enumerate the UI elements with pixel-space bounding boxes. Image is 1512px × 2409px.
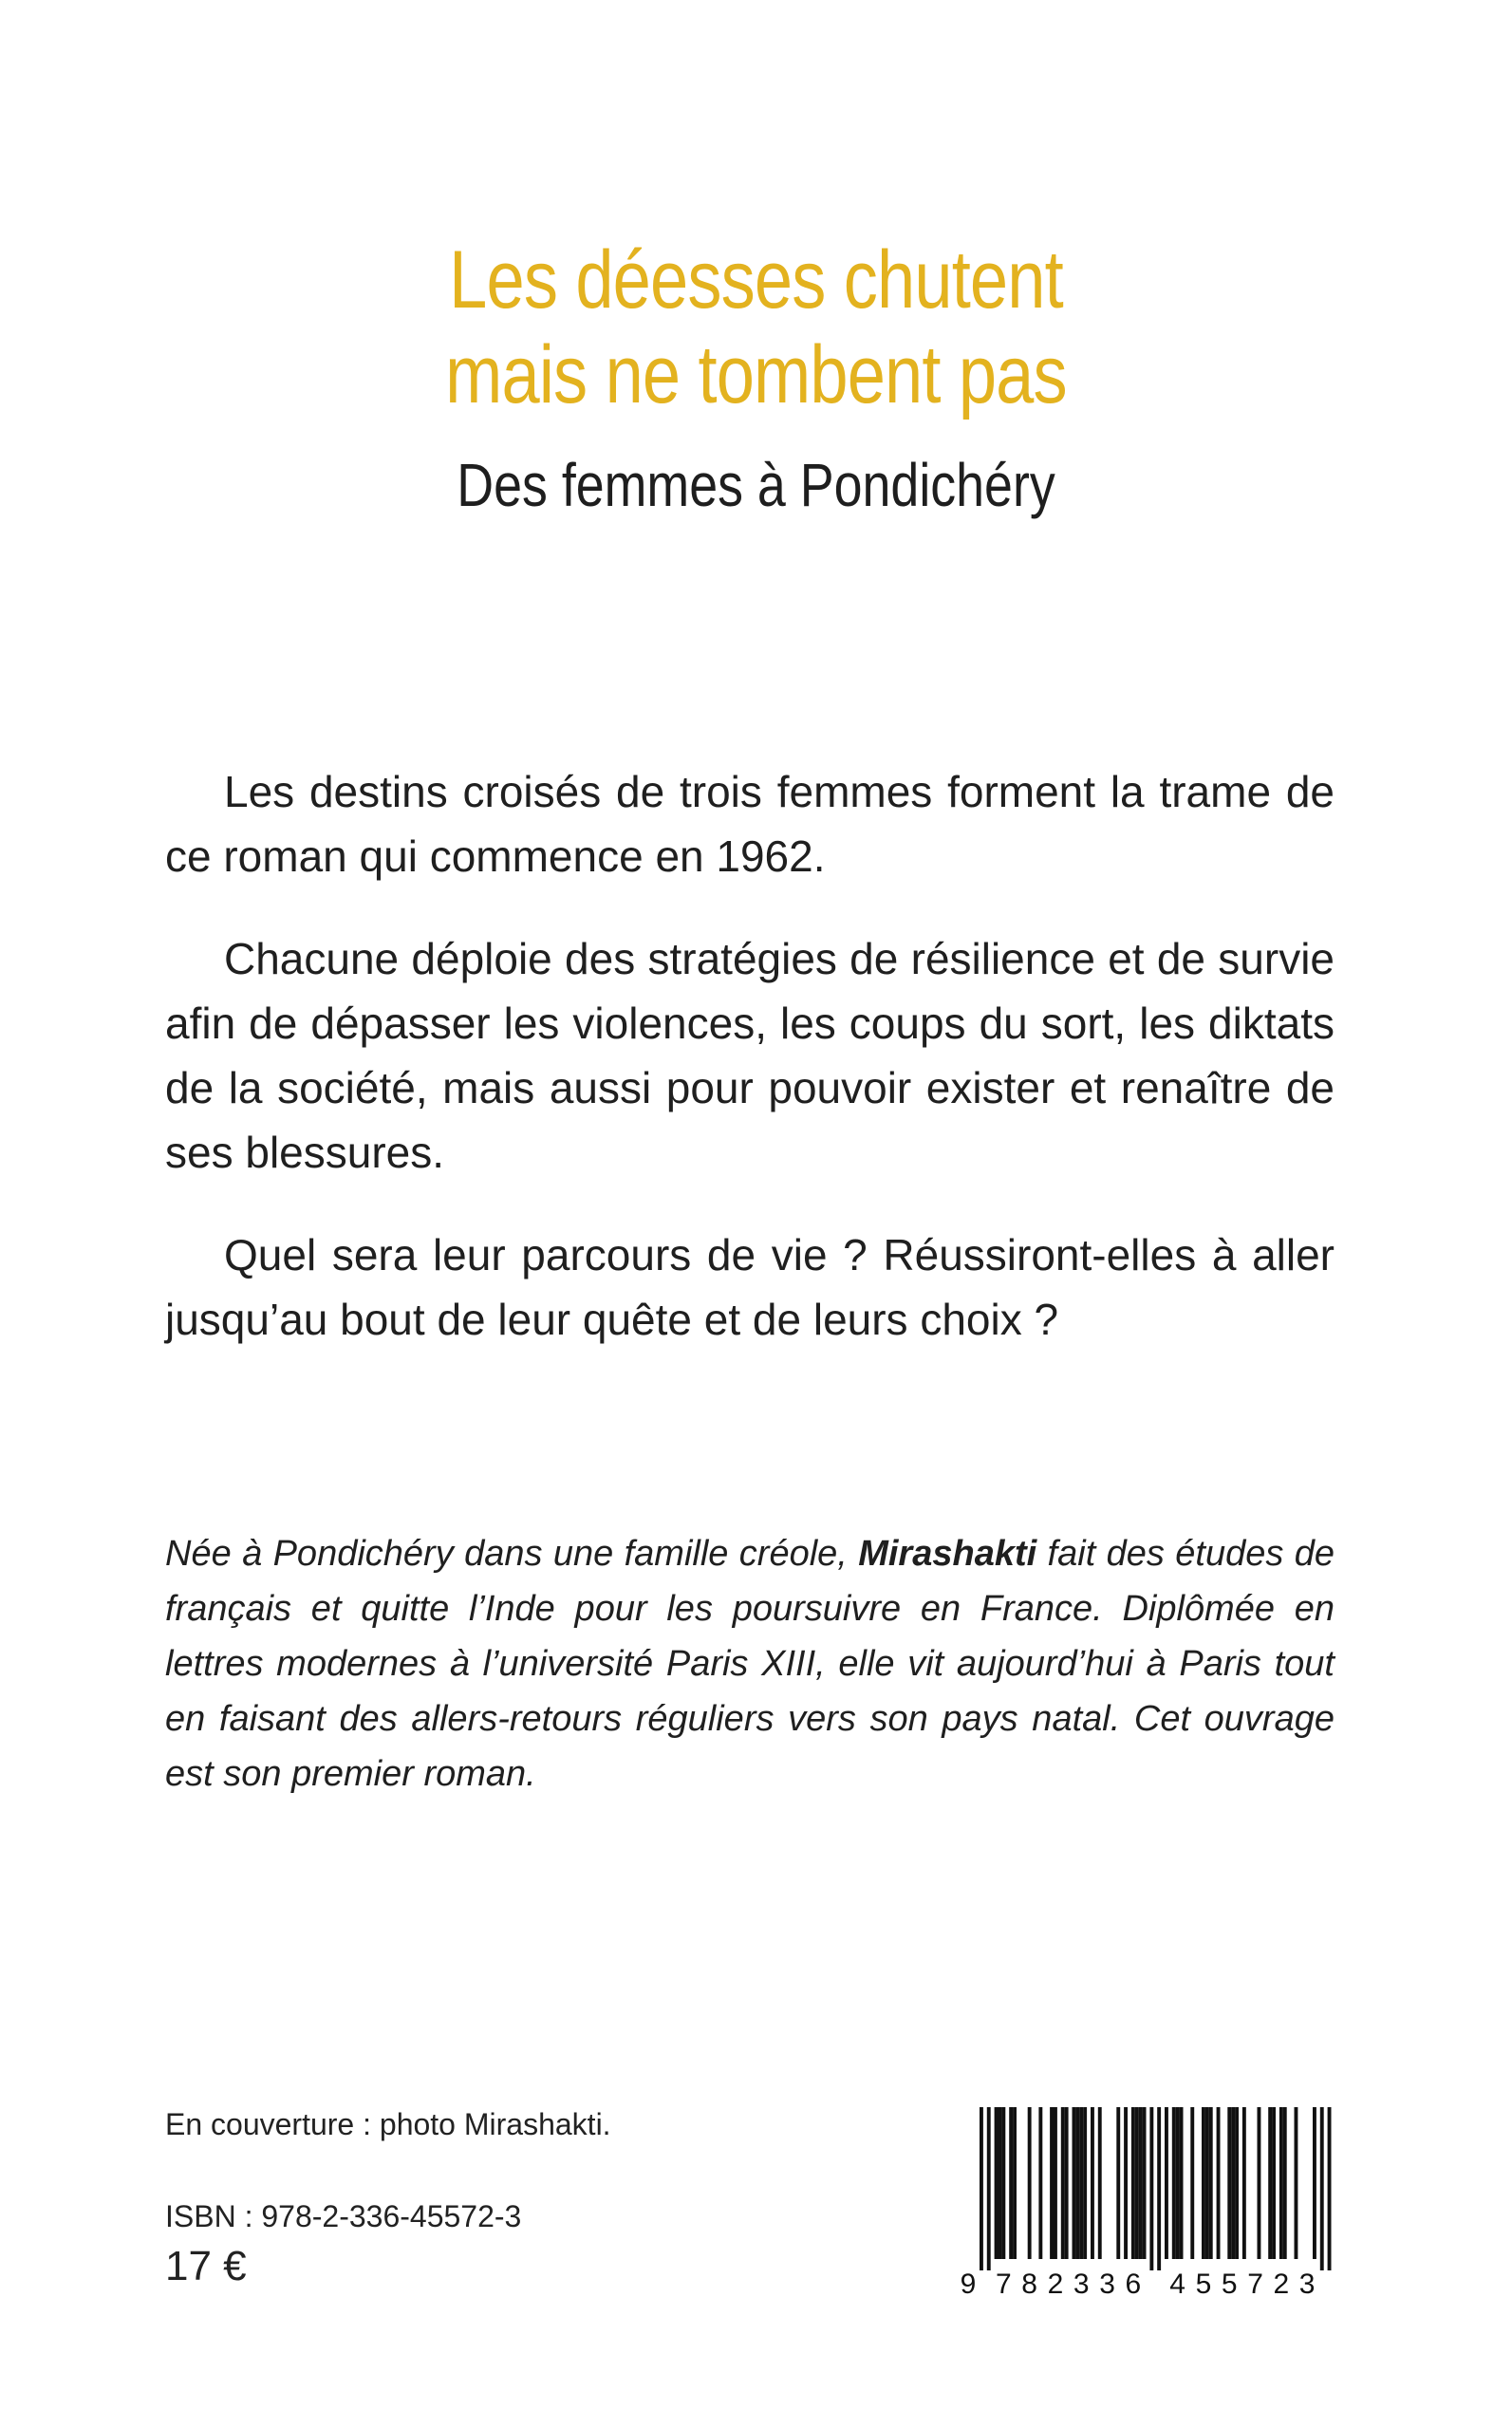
- synopsis-paragraph: Les destins croisés de trois femmes forment la trame de ce roman qui commence en 1962.: [165, 767, 1335, 881]
- book-title-line-1: Les déesses chutent: [449, 234, 1063, 326]
- barcode-digit: 9: [960, 2269, 977, 2297]
- barcode-bar: [1242, 2107, 1246, 2259]
- synopsis: [165, 759, 1335, 1390]
- barcode-bar: [1176, 2107, 1180, 2259]
- barcode-bar: [1231, 2107, 1235, 2259]
- barcode-digit: 8: [1021, 2269, 1037, 2297]
- barcode-digit: 7: [996, 2269, 1012, 2297]
- barcode-bar: [1083, 2107, 1087, 2259]
- barcode-bar: [1279, 2107, 1283, 2259]
- book-subtitle: Des femmes à Pondichéry: [457, 451, 1055, 519]
- barcode-digit: 7: [1247, 2269, 1263, 2297]
- barcode-bar: [1295, 2107, 1298, 2259]
- barcode-bar: [1313, 2107, 1316, 2259]
- barcode-bar: [1268, 2107, 1272, 2259]
- barcode-digit: 3: [1099, 2269, 1115, 2297]
- isbn: ISBN : 978-2-336-45572-3: [165, 2199, 522, 2233]
- barcode-bar: [1283, 2107, 1287, 2259]
- book-title-line-2: mais ne tombent pas: [445, 329, 1067, 420]
- barcode-bar: [1202, 2107, 1205, 2259]
- barcode: [959, 2107, 1338, 2297]
- barcode-bar: [999, 2107, 1002, 2259]
- barcode-digit: 3: [1298, 2269, 1316, 2297]
- barcode-digit: 5: [1221, 2269, 1238, 2297]
- barcode-digit: 6: [1125, 2269, 1142, 2297]
- barcode-bar: [1038, 2107, 1042, 2259]
- barcode-bar: [1149, 2107, 1153, 2270]
- barcode-bar: [1235, 2107, 1239, 2259]
- barcode-bar: [1065, 2107, 1069, 2259]
- author-bio-rest: fait des études de français et quitte l’Inde pour les poursuivre en France. Diplômée en lettres modernes à l’université Paris XIII, elle vit aujourd’hui à Paris tout en faisant des allers-retours réguliers vers son pays natal. Cet ouvrage est son premier roman.: [165, 1534, 1335, 1794]
- barcode-bar: [1061, 2107, 1065, 2259]
- barcode-bar: [1075, 2107, 1079, 2259]
- book-title: [121, 233, 1391, 422]
- author-bio-intro: Née à Pondichéry dans une famille créole,: [165, 1534, 859, 1574]
- barcode-bar: [1157, 2107, 1161, 2270]
- barcode-bar: [980, 2107, 983, 2270]
- barcode-digit: 2: [1047, 2269, 1064, 2297]
- synopsis-paragraph: Chacune déploie des stratégies de résilience et de survie afin de dépasser les violences, les coups du sort, les diktats de la société, mais aussi pour pouvoir exister et renaître de ses blessures.: [165, 934, 1335, 1177]
- barcode-bar: [1028, 2107, 1032, 2259]
- barcode-bar: [1054, 2107, 1057, 2259]
- barcode-bar: [1190, 2107, 1194, 2259]
- barcode-bar: [1091, 2107, 1094, 2259]
- cover-credit: En couverture : photo Mirashakti.: [165, 2107, 611, 2141]
- barcode-bar: [1205, 2107, 1209, 2259]
- barcode-bar: [987, 2107, 991, 2270]
- barcode-bar: [1143, 2107, 1147, 2259]
- barcode-bar: [1098, 2107, 1102, 2259]
- barcode-bar: [1172, 2107, 1176, 2259]
- barcode-bar: [1124, 2107, 1128, 2259]
- barcode-bar: [1050, 2107, 1054, 2259]
- barcode-bar: [1258, 2107, 1261, 2259]
- barcode-bar: [1013, 2107, 1017, 2259]
- barcode-digit: 3: [1073, 2269, 1090, 2297]
- barcode-bar: [1227, 2107, 1231, 2259]
- barcode-bar: [1009, 2107, 1013, 2259]
- barcode-bar: [1320, 2107, 1324, 2270]
- barcode-bar: [1131, 2107, 1135, 2259]
- barcode-digit: 4: [1169, 2269, 1185, 2297]
- barcode-digit: 5: [1195, 2269, 1212, 2297]
- barcode-bar: [1180, 2107, 1184, 2259]
- barcode-bar: [1217, 2107, 1221, 2259]
- barcode-bar: [1116, 2107, 1120, 2259]
- title-block: [0, 233, 1512, 521]
- barcode-bar: [1209, 2107, 1213, 2259]
- barcode-bar: [1001, 2107, 1005, 2259]
- barcode-digit: 2: [1273, 2269, 1290, 2297]
- barcode-bar: [995, 2107, 999, 2259]
- price: 17 €: [165, 2243, 247, 2289]
- barcode-bar: [1272, 2107, 1276, 2259]
- barcode-bar: [1165, 2107, 1168, 2259]
- author-bio: [165, 1526, 1335, 1802]
- synopsis-paragraph: Quel sera leur parcours de vie ? Réussiront-elles à aller jusqu’au bout de leur quête et de leurs choix ?: [165, 1230, 1335, 1344]
- barcode-bar: [1135, 2107, 1139, 2259]
- barcode-bar: [1073, 2107, 1076, 2259]
- barcode-bar: [1079, 2107, 1083, 2259]
- barcode-bar: [1328, 2107, 1332, 2270]
- author-name: Mirashakti: [858, 1534, 1037, 1574]
- barcode-bar: [1139, 2107, 1143, 2259]
